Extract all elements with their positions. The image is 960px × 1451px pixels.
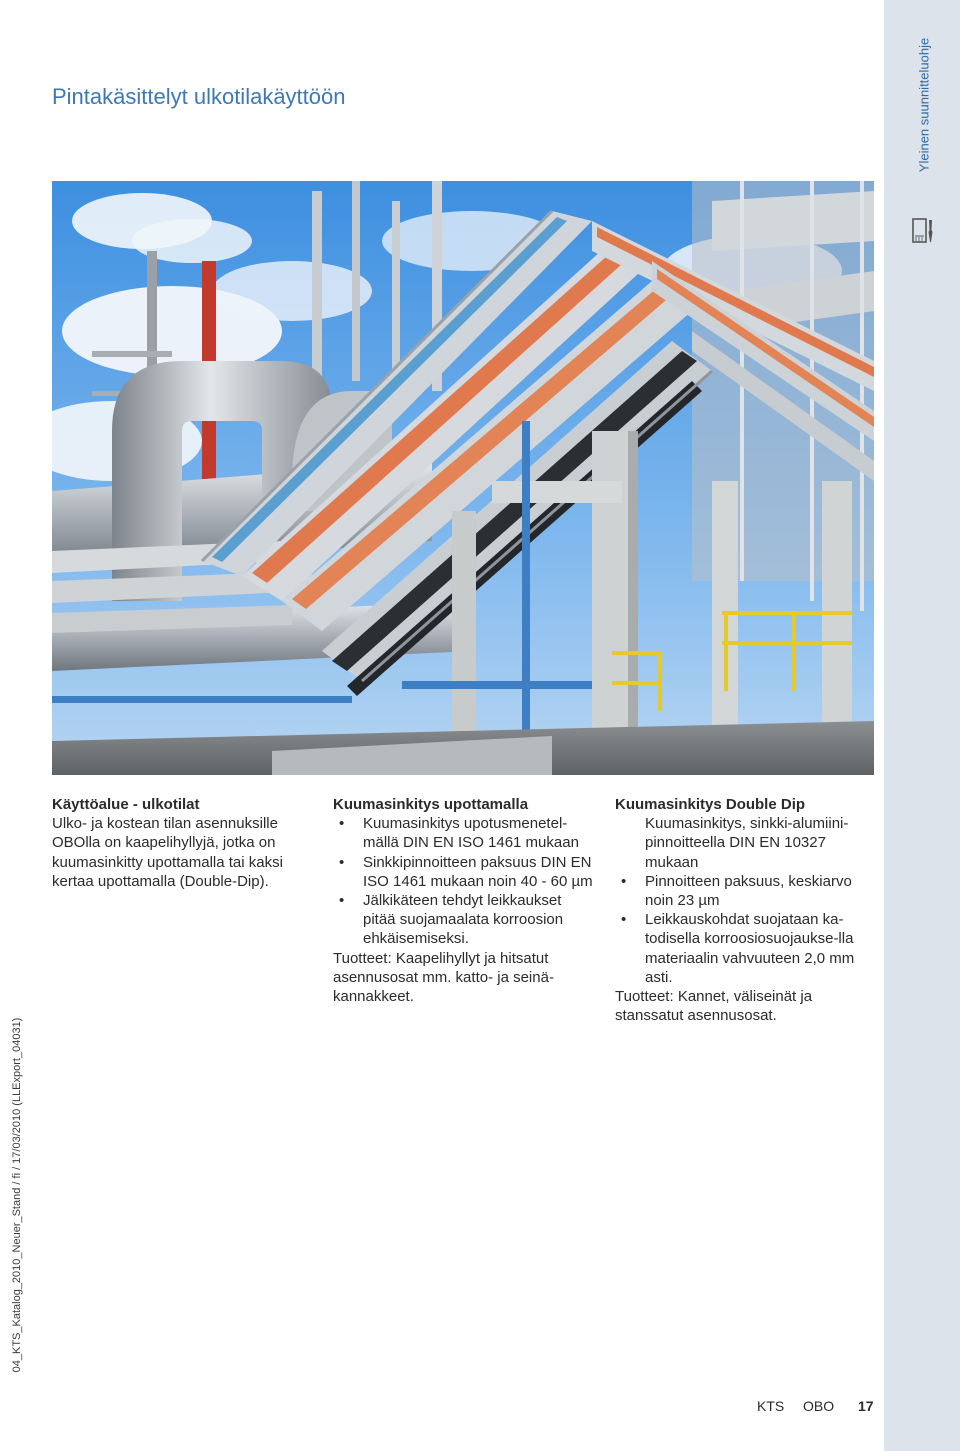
column-double-dip [615, 795, 877, 1025]
footer-brand-kts: KTS [757, 1398, 785, 1414]
list-item: • Leikkauskohdat suojataan ka-todisella korroosiosuojaukse-lla materiaalin vahvuuteen 2,0 mm asti. [615, 910, 877, 987]
column-3-products: Tuotteet: Kannet, väliseinät ja stanssatut asennusosat. [615, 988, 813, 1025]
list-item: • Jälkikäteen tehdyt leikkaukset pitää suojamaalata korroosion ehkäisemiseksi. [333, 891, 595, 949]
planning-tools-icon [912, 218, 934, 244]
print-job-reference-text: 04_KTS_Katalog_2010_Neuer_Stand / fi / 17/03/2010 (LLExport_04031) [11, 1017, 23, 1373]
column-3-heading: Kuumasinkitys Double Dip [615, 796, 806, 813]
column-2-heading: Kuumasinkitys upottamalla [333, 796, 529, 813]
column-1-heading: Käyttöalue - ulkotilat [52, 796, 200, 813]
column-2-products: Tuotteet: Kaapelihyllyt ja hitsatut asennusosat mm. katto- ja seinä-kannakkeet. [333, 949, 554, 1006]
column-1-paragraph: Ulko- ja kostean tilan asennuksille OBOlla on kaapelihyllyjä, jotka on kuumasinkitty upottamalla tai kaksi kertaa upottamalla (Double-Dip). [52, 815, 283, 890]
list-item: • Kuumasinkitys upotusmenetel-mällä DIN EN ISO 1461 mukaan [333, 814, 595, 852]
column-2-bullet-list [333, 814, 595, 948]
section-tab-label: Yleinen suunnitteluohje [916, 37, 932, 173]
footer-brand-obo: OBO [803, 1398, 835, 1414]
section-tab [896, 20, 952, 190]
column-hot-dip-galvanizing [333, 795, 595, 1006]
list-item: • Pinnoitteen paksuus, keskiarvo noin 23 µm [615, 872, 877, 910]
column-3-bullet-list [615, 872, 877, 987]
list-item: • Sinkkipinnoitteen paksuus DIN EN ISO 1461 mukaan noin 40 - 60 µm [333, 853, 595, 891]
industrial-cable-tray-photo [52, 181, 874, 775]
column-3-intro: Kuumasinkitys, sinkki-alumiini-pinnoitteella DIN EN 10327 mukaan [645, 815, 849, 871]
page-title: Pintakäsittelyt ulkotilakäyttöön [52, 84, 346, 109]
column-usage-outdoor [52, 795, 310, 891]
page-number: 17 [858, 1398, 874, 1414]
print-job-reference [0, 1010, 34, 1380]
